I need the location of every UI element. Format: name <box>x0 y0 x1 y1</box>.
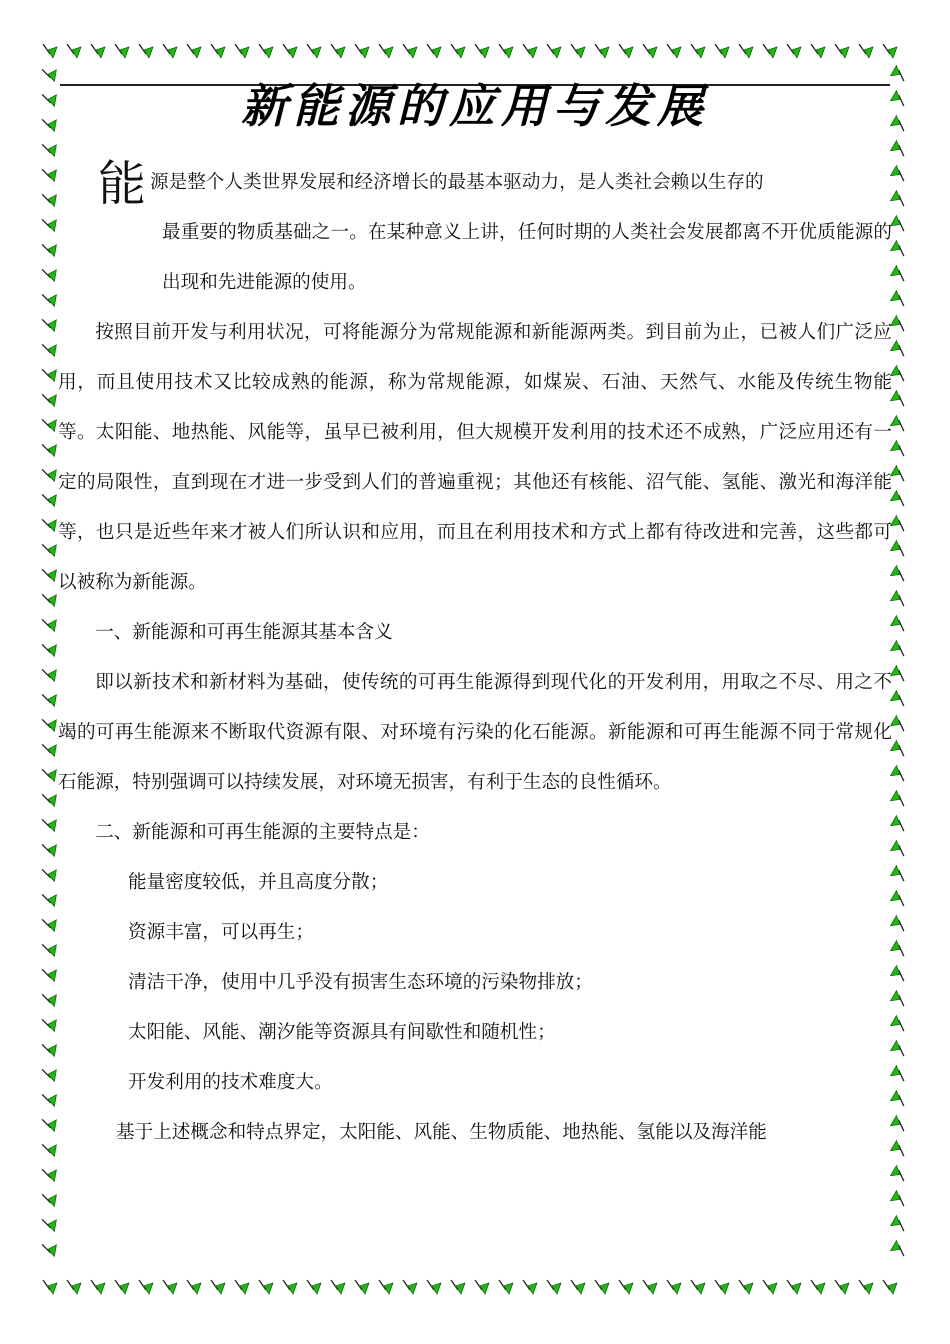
leaf-arrow-icon <box>890 1065 906 1081</box>
leaf-arrow-icon <box>643 1280 657 1294</box>
leaf-arrow-icon <box>619 44 633 58</box>
leaf-arrow-icon <box>42 1017 58 1033</box>
paragraph-intro-line1: 源是整个人类世界发展和经济增长的最基本驱动力，是人类社会赖以生存的 <box>150 172 764 193</box>
leaf-arrow-icon <box>42 942 58 958</box>
leaf-arrow-icon <box>890 1190 906 1206</box>
leaf-arrow-icon <box>890 640 906 656</box>
leaf-arrow-icon <box>259 44 273 58</box>
leaf-arrow-icon <box>835 1280 849 1294</box>
leaf-arrow-icon <box>890 115 906 131</box>
leaf-arrow-icon <box>499 1280 513 1294</box>
leaf-arrow-icon <box>163 44 177 58</box>
leaf-arrow-icon <box>859 44 873 58</box>
leaf-arrow-icon <box>890 1015 906 1031</box>
leaf-arrow-icon <box>571 44 585 58</box>
leaf-arrow-icon <box>883 44 897 58</box>
leaf-arrow-icon <box>42 692 58 708</box>
leaf-arrow-icon <box>42 892 58 908</box>
leaf-arrow-icon <box>379 1280 393 1294</box>
leaf-arrow-icon <box>890 340 906 356</box>
leaf-arrow-icon <box>691 44 705 58</box>
leaf-arrow-icon <box>890 740 906 756</box>
leaf-arrow-icon <box>307 44 321 58</box>
leaf-arrow-icon <box>42 1192 58 1208</box>
leaf-arrow-icon <box>42 667 58 683</box>
leaf-arrow-icon <box>67 1280 81 1294</box>
feature-item: 资源丰富，可以再生； <box>128 922 314 943</box>
document-body <box>58 158 892 1158</box>
leaf-arrow-icon <box>259 1280 273 1294</box>
leaf-arrow-icon <box>890 790 906 806</box>
leaf-arrow-icon <box>42 542 58 558</box>
leaf-arrow-icon <box>890 965 906 981</box>
leaf-arrow-icon <box>42 767 58 783</box>
leaf-arrow-icon <box>890 940 906 956</box>
leaf-arrow-icon <box>42 392 58 408</box>
leaf-arrow-icon <box>835 44 849 58</box>
paragraph-intro-rest: 最重要的物质基础之一。在某种意义上讲，任何时期的人类社会发展都离不开优质能源的出现和先进能源的使用。 <box>162 222 892 293</box>
leaf-arrow-icon <box>715 44 729 58</box>
leaf-arrow-icon <box>42 1142 58 1158</box>
leaf-arrow-icon <box>43 44 57 58</box>
leaf-arrow-icon <box>643 44 657 58</box>
leaf-arrow-icon <box>42 317 58 333</box>
leaf-arrow-icon <box>523 1280 537 1294</box>
leaf-arrow-icon <box>427 44 441 58</box>
section-heading-features: 二、新能源和可再生能源的主要特点是： <box>95 822 430 843</box>
leaf-arrow-icon <box>115 44 129 58</box>
leaf-arrow-icon <box>42 792 58 808</box>
leaf-arrow-icon <box>42 742 58 758</box>
leaf-arrow-icon <box>211 44 225 58</box>
feature-item: 能量密度较低，并且高度分散； <box>128 872 389 893</box>
leaf-arrow-icon <box>890 665 906 681</box>
leaf-arrow-icon <box>42 642 58 658</box>
leaf-arrow-icon <box>499 44 513 58</box>
leaf-arrow-icon <box>890 165 906 181</box>
leaf-arrow-icon <box>890 1215 906 1231</box>
leaf-arrow-icon <box>42 1042 58 1058</box>
leaf-arrow-icon <box>715 1280 729 1294</box>
leaf-arrow-icon <box>42 292 58 308</box>
leaf-arrow-icon <box>595 44 609 58</box>
leaf-arrow-icon <box>883 1280 897 1294</box>
leaf-arrow-icon <box>595 1280 609 1294</box>
leaf-arrow-icon <box>890 715 906 731</box>
leaf-arrow-icon <box>42 992 58 1008</box>
leaf-arrow-icon <box>763 44 777 58</box>
leaf-arrow-icon <box>667 44 681 58</box>
leaf-arrow-icon <box>283 44 297 58</box>
leaf-arrow-icon <box>42 1167 58 1183</box>
leaf-arrow-icon <box>42 192 58 208</box>
leaf-arrow-icon <box>307 1280 321 1294</box>
leaf-arrow-icon <box>890 590 906 606</box>
leaf-arrow-icon <box>890 840 906 856</box>
leaf-arrow-icon <box>42 242 58 258</box>
leaf-arrow-icon <box>427 1280 441 1294</box>
leaf-arrow-icon <box>739 1280 753 1294</box>
leaf-arrow-icon <box>890 815 906 831</box>
leaf-arrow-icon <box>547 1280 561 1294</box>
leaf-arrow-icon <box>890 690 906 706</box>
leaf-arrow-icon <box>283 1280 297 1294</box>
leaf-arrow-icon <box>890 440 906 456</box>
leaf-arrow-icon <box>890 1240 906 1256</box>
leaf-arrow-icon <box>42 267 58 283</box>
page-title: 新能源的应用与发展 <box>241 79 709 133</box>
leaf-arrow-icon <box>42 142 58 158</box>
leaf-arrow-icon <box>890 1165 906 1181</box>
paragraph-meaning: 即以新技术和新材料为基础，使传统的可再生能源得到现代化的开发利用，用取之不尽、用之不竭的可再生能源来不断取代资源有限、对环境有污染的化石能源。新能源和可再生能源不同于常规化石能源，特别强调可以持续发展，对环境无损害，有利于生态的良性循环。 <box>58 672 892 793</box>
feature-item: 开发利用的技术难度大。 <box>128 1072 333 1093</box>
leaf-arrow-icon <box>42 1217 58 1233</box>
leaf-arrow-icon <box>890 490 906 506</box>
leaf-arrow-icon <box>42 417 58 433</box>
leaf-arrow-icon <box>451 44 465 58</box>
leaf-arrow-icon <box>890 390 906 406</box>
leaf-arrow-icon <box>890 240 906 256</box>
leaf-arrow-icon <box>890 765 906 781</box>
leaf-arrow-icon <box>355 1280 369 1294</box>
leaf-arrow-icon <box>42 67 58 83</box>
drop-cap: 能 <box>98 156 147 212</box>
leaf-arrow-icon <box>890 615 906 631</box>
leaf-arrow-icon <box>211 1280 225 1294</box>
leaf-arrow-icon <box>859 1280 873 1294</box>
leaf-arrow-icon <box>42 592 58 608</box>
leaf-arrow-icon <box>331 1280 345 1294</box>
leaf-arrow-icon <box>787 1280 801 1294</box>
leaf-arrow-icon <box>890 465 906 481</box>
leaf-arrow-icon <box>451 1280 465 1294</box>
leaf-arrow-icon <box>619 1280 633 1294</box>
leaf-arrow-icon <box>691 1280 705 1294</box>
leaf-arrow-icon <box>42 517 58 533</box>
leaf-arrow-icon <box>235 1280 249 1294</box>
leaf-arrow-icon <box>42 1117 58 1133</box>
leaf-arrow-icon <box>890 140 906 156</box>
leaf-arrow-icon <box>667 1280 681 1294</box>
feature-item: 太阳能、风能、潮汐能等资源具有间歇性和随机性； <box>128 1022 556 1043</box>
leaf-arrow-icon <box>739 44 753 58</box>
leaf-arrow-icon <box>571 1280 585 1294</box>
leaf-arrow-icon <box>67 44 81 58</box>
leaf-arrow-icon <box>379 44 393 58</box>
leaf-arrow-icon <box>403 1280 417 1294</box>
leaf-arrow-icon <box>890 215 906 231</box>
section-heading-meaning: 一、新能源和可再生能源其基本含义 <box>95 622 393 643</box>
leaf-arrow-icon <box>890 540 906 556</box>
leaf-arrow-icon <box>811 44 825 58</box>
paragraph-classification: 按照目前开发与利用状况，可将能源分为常规能源和新能源两类。到目前为止，已被人们广泛应用，而且使用技术又比较成熟的能源，称为常规能源，如煤炭、石油、天然气、水能及传统生物能等。太阳能、地热能、风能等，虽早已被利用，但大规模开发利用的技术还不成熟，广泛应用还有一定的局限性，直到现在才进一步受到人们的普遍重视；其他还有核能、沼气能、氢能、激光和海洋能等，也只是近些年来才被人们所认识和应用，而且在利用技术和方式上都有待改进和完善，这些都可以被称为新能源。 <box>58 322 892 593</box>
leaf-arrow-icon <box>890 515 906 531</box>
leaf-arrow-icon <box>890 865 906 881</box>
leaf-arrow-icon <box>890 1040 906 1056</box>
leaf-arrow-icon <box>42 1092 58 1108</box>
leaf-arrow-icon <box>42 817 58 833</box>
leaf-arrow-icon <box>811 1280 825 1294</box>
leaf-arrow-icon <box>890 915 906 931</box>
leaf-arrow-icon <box>890 290 906 306</box>
leaf-arrow-icon <box>890 990 906 1006</box>
feature-item: 清洁干净，使用中几乎没有损害生态环境的污染物排放； <box>128 972 593 993</box>
leaf-arrow-icon <box>355 44 369 58</box>
leaf-arrow-icon <box>139 44 153 58</box>
leaf-arrow-icon <box>42 92 58 108</box>
paragraph-summary: 基于上述概念和特点界定，太阳能、风能、生物质能、地热能、氢能以及海洋能 <box>116 1122 767 1143</box>
leaf-arrow-icon <box>42 167 58 183</box>
leaf-arrow-icon <box>890 415 906 431</box>
leaf-arrow-icon <box>42 617 58 633</box>
leaf-arrow-icon <box>890 90 906 106</box>
leaf-arrow-icon <box>42 467 58 483</box>
leaf-arrow-icon <box>42 442 58 458</box>
leaf-arrow-icon <box>763 1280 777 1294</box>
leaf-arrow-icon <box>890 1140 906 1156</box>
leaf-arrow-icon <box>42 1067 58 1083</box>
leaf-arrow-icon <box>42 917 58 933</box>
leaf-arrow-icon <box>163 1280 177 1294</box>
leaf-arrow-icon <box>890 265 906 281</box>
leaf-arrow-icon <box>42 117 58 133</box>
leaf-arrow-icon <box>42 567 58 583</box>
leaf-arrow-icon <box>890 1090 906 1106</box>
leaf-arrow-icon <box>187 1280 201 1294</box>
leaf-arrow-icon <box>139 1280 153 1294</box>
leaf-arrow-icon <box>42 1242 58 1258</box>
leaf-arrow-icon <box>91 44 105 58</box>
leaf-arrow-icon <box>331 44 345 58</box>
leaf-arrow-icon <box>475 1280 489 1294</box>
paragraph-intro <box>58 158 892 308</box>
leaf-arrow-icon <box>890 65 906 81</box>
leaf-arrow-icon <box>787 44 801 58</box>
leaf-arrow-icon <box>91 1280 105 1294</box>
leaf-arrow-icon <box>42 492 58 508</box>
leaf-arrow-icon <box>42 217 58 233</box>
leaf-arrow-icon <box>42 867 58 883</box>
leaf-arrow-icon <box>42 717 58 733</box>
leaf-arrow-icon <box>523 44 537 58</box>
leaf-arrow-icon <box>890 890 906 906</box>
leaf-arrow-icon <box>115 1280 129 1294</box>
leaf-arrow-icon <box>42 367 58 383</box>
leaf-arrow-icon <box>890 190 906 206</box>
leaf-arrow-icon <box>42 842 58 858</box>
leaf-arrow-icon <box>890 365 906 381</box>
leaf-arrow-icon <box>475 44 489 58</box>
leaf-arrow-icon <box>42 967 58 983</box>
leaf-arrow-icon <box>187 44 201 58</box>
leaf-arrow-icon <box>42 342 58 358</box>
leaf-arrow-icon <box>547 44 561 58</box>
leaf-arrow-icon <box>235 44 249 58</box>
leaf-arrow-icon <box>403 44 417 58</box>
leaf-arrow-icon <box>890 565 906 581</box>
leaf-arrow-icon <box>43 1280 57 1294</box>
leaf-arrow-icon <box>890 1115 906 1131</box>
leaf-arrow-icon <box>890 315 906 331</box>
